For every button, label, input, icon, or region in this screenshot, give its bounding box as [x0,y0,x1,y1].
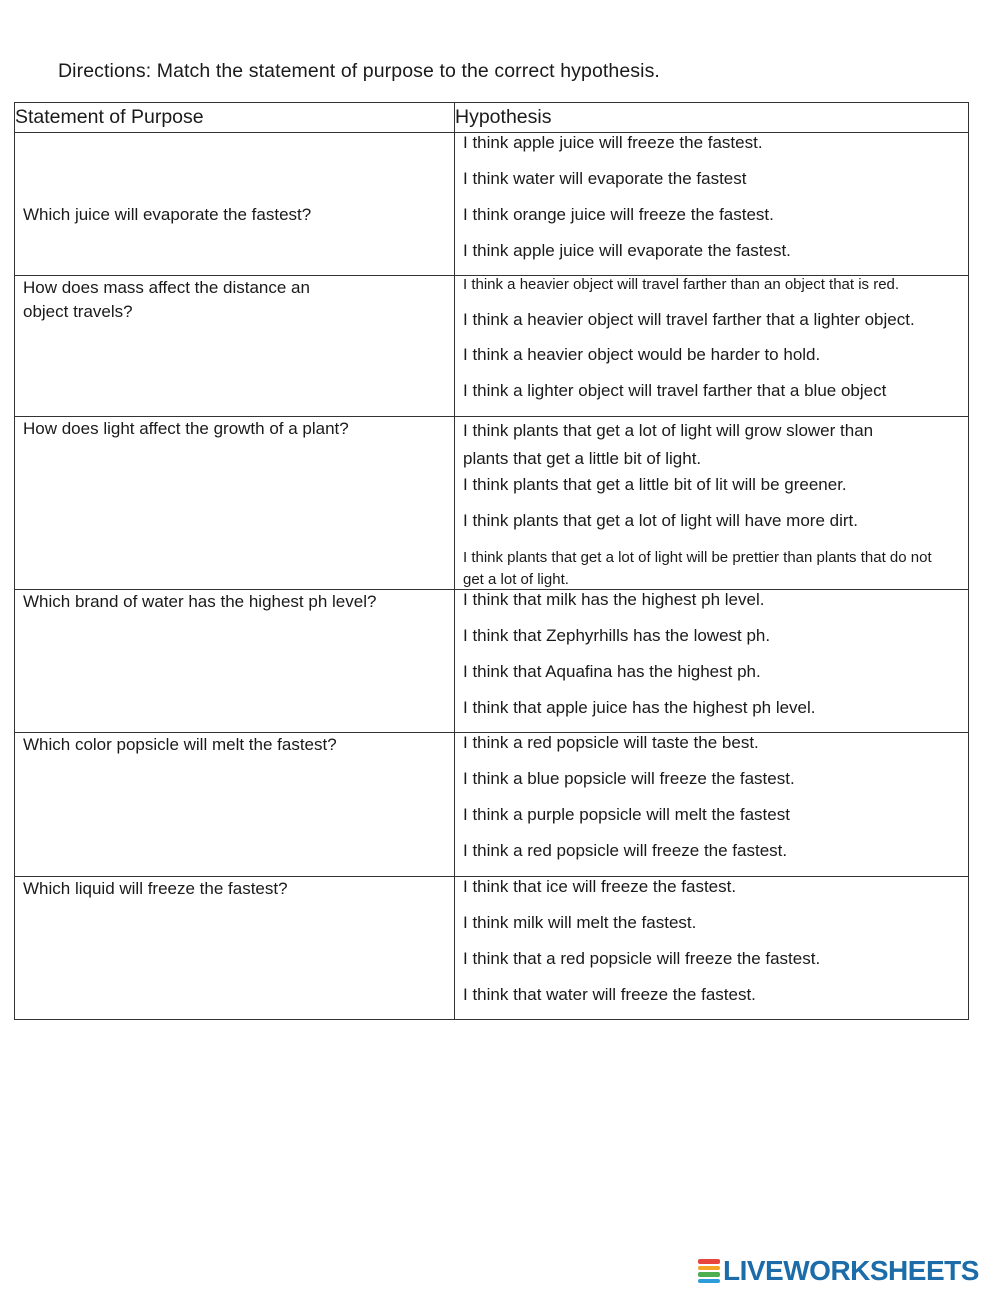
hypothesis-cell [455,733,969,877]
logo-bar-2 [698,1266,720,1271]
purpose-cell [15,417,455,590]
purpose-text: How does mass affect the distance an object travels? [23,278,310,321]
purpose-text: Which liquid will freeze the fastest? [23,879,288,898]
table-header-row [15,103,969,133]
purpose-cell [15,877,455,1020]
hypothesis-cell [455,417,969,590]
hypothesis-option[interactable]: I think that Aquafina has the highest ph. [463,662,761,681]
hypothesis-option[interactable]: I think plants that get a lot of light will be prettier than plants that do not get a lot of light. [463,549,932,588]
hypothesis-option[interactable]: I think a red popsicle will freeze the fastest. [463,841,788,860]
purpose-cell [15,590,455,733]
hypothesis-option[interactable]: I think a heavier object would be harder to hold. [463,345,821,364]
purpose-text: Which color popsicle will melt the fastest? [23,735,337,754]
liveworksheets-logo [698,1256,979,1286]
hypothesis-option[interactable]: I think milk will melt the fastest. [463,913,697,932]
logo-mark-icon [698,1258,720,1284]
purpose-cell [15,133,455,276]
hypothesis-option[interactable]: I think a purple popsicle will melt the fastest [463,805,790,824]
hypothesis-option[interactable]: I think that a red popsicle will freeze the fastest. [463,949,821,968]
hypothesis-cell [455,877,969,1020]
hypothesis-option[interactable]: I think apple juice will evaporate the fastest. [463,241,791,260]
hypothesis-option[interactable]: I think apple juice will freeze the fastest. [463,133,763,152]
table-row [15,417,969,590]
logo-bar-3 [698,1272,720,1277]
hypothesis-option[interactable]: I think that apple juice has the highest ph level. [463,698,816,717]
table-row [15,733,969,877]
logo-bar-1 [698,1259,720,1264]
table-row [15,133,969,276]
hypothesis-option[interactable]: I think plants that get a lot of light will have more dirt. [463,511,858,530]
hypothesis-option[interactable]: I think orange juice will freeze the fastest. [463,205,774,224]
hypothesis-option[interactable]: I think a lighter object will travel farther that a blue object [463,381,887,400]
hypothesis-cell [455,590,969,733]
hypothesis-option[interactable]: I think that ice will freeze the fastest. [463,877,737,896]
purpose-cell [15,276,455,417]
hypothesis-option[interactable]: I think a red popsicle will taste the best. [463,733,759,752]
purpose-text: Which juice will evaporate the fastest? [23,205,312,224]
table-row [15,276,969,417]
header-purpose: Statement of Purpose [15,103,455,133]
hypothesis-option[interactable]: I think water will evaporate the fastest [463,169,747,188]
hypothesis-option[interactable]: I think a heavier object will travel farther than an object that is red. [463,276,900,293]
hypothesis-option[interactable]: I think that Zephyrhills has the lowest ph. [463,626,771,645]
hypothesis-option[interactable]: I think a blue popsicle will freeze the fastest. [463,769,795,788]
purpose-text: Which brand of water has the highest ph level? [23,592,377,611]
hypothesis-option[interactable]: I think a heavier object will travel farther that a lighter object. [463,310,915,329]
directions-text: Directions: Match the statement of purpose to the correct hypothesis. [58,60,660,82]
purpose-text: How does light affect the growth of a plant? [23,419,349,438]
logo-text: LIVEWORKSHEETS [723,1255,979,1286]
hypothesis-option[interactable]: I think that water will freeze the fastest. [463,985,756,1004]
purpose-cell [15,733,455,877]
hypothesis-cell [455,133,969,276]
hypothesis-option[interactable]: I think plants that get a lot of light will grow slower than plants that get a little bit of light. [463,421,874,468]
table-row [15,877,969,1020]
hypothesis-option[interactable]: I think that milk has the highest ph level. [463,590,765,609]
hypothesis-cell [455,276,969,417]
logo-bar-4 [698,1279,720,1284]
header-hypothesis: Hypothesis [455,103,969,133]
table-row [15,590,969,733]
match-table [14,102,969,1020]
hypothesis-option[interactable]: I think plants that get a little bit of lit will be greener. [463,475,847,494]
